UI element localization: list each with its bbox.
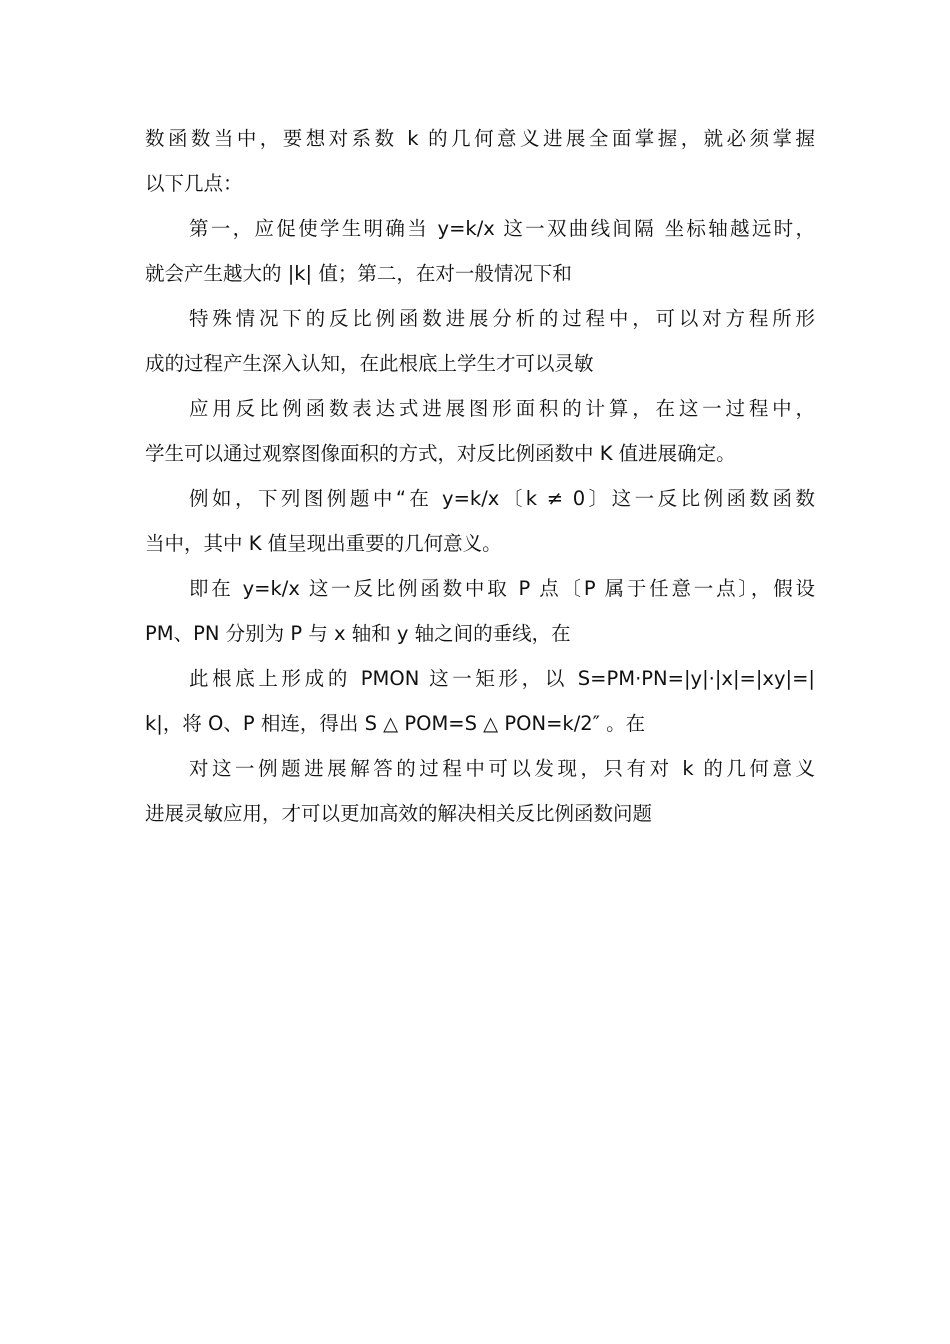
paragraph-example: [145, 476, 815, 566]
paragraph-line: 就会产生越大的 |k| 值；第二，在对一般情况下和: [145, 262, 572, 285]
paragraph-intro-continuation: [145, 116, 815, 206]
paragraph-line: 第一，应促使学生明确当 y=k/x 这一双曲线间隔 坐标轴越远时，: [189, 217, 815, 240]
paragraph-point-one: [145, 206, 815, 296]
paragraph-line: 当中，其中 K 值呈现出重要的几何意义。: [145, 532, 502, 555]
paragraph-line: 学生可以通过观察图像面积的方式，对反比例函数中 K 值进展确定。: [145, 442, 736, 465]
paragraph-line: 成的过程产生深入认知，在此根底上学生才可以灵敏: [145, 352, 594, 375]
paragraph-line: 应用反比例函数表达式进展图形面积的计算，在这一过程中，: [189, 397, 815, 420]
paragraph-line: 即在 y=k/x 这一反比例函数中取 P 点〔P 属于任意一点〕，假设: [189, 577, 815, 600]
paragraph-rectangle-area: [145, 656, 815, 746]
paragraph-line: 特殊情况下的反比例函数进展分析的过程中，可以对方程所形: [189, 307, 815, 330]
paragraph-application: [145, 386, 815, 476]
paragraph-line: PM、PN 分别为 P 与 x 轴和 y 轴之间的垂线，在: [145, 622, 571, 645]
paragraph-line: 例如，下列图例题中“在 y=k/x〔k ≠ 0〕这一反比例函数函数: [189, 487, 815, 510]
document-body: [145, 116, 815, 836]
paragraph-line: 对这一例题进展解答的过程中可以发现，只有对 k 的几何意义: [189, 757, 815, 780]
paragraph-special-case: [145, 296, 815, 386]
paragraph-line: 此根底上形成的 PMON 这一矩形，以 S=PM·PN=|y|·|x|=|xy|=|: [189, 667, 815, 690]
paragraph-line: k|，将 O、P 相连，得出 S △ POM=S △ PON=k/2″ 。在: [145, 712, 646, 735]
paragraph-line: 进展灵敏应用，才可以更加高效的解决相关反比例函数问题: [145, 802, 653, 825]
paragraph-point-p: [145, 566, 815, 656]
paragraph-conclusion: [145, 746, 815, 836]
paragraph-line: 以下几点：: [145, 172, 243, 195]
paragraph-line: 数函数当中，要想对系数 k 的几何意义进展全面掌握，就必须掌握: [145, 127, 815, 150]
